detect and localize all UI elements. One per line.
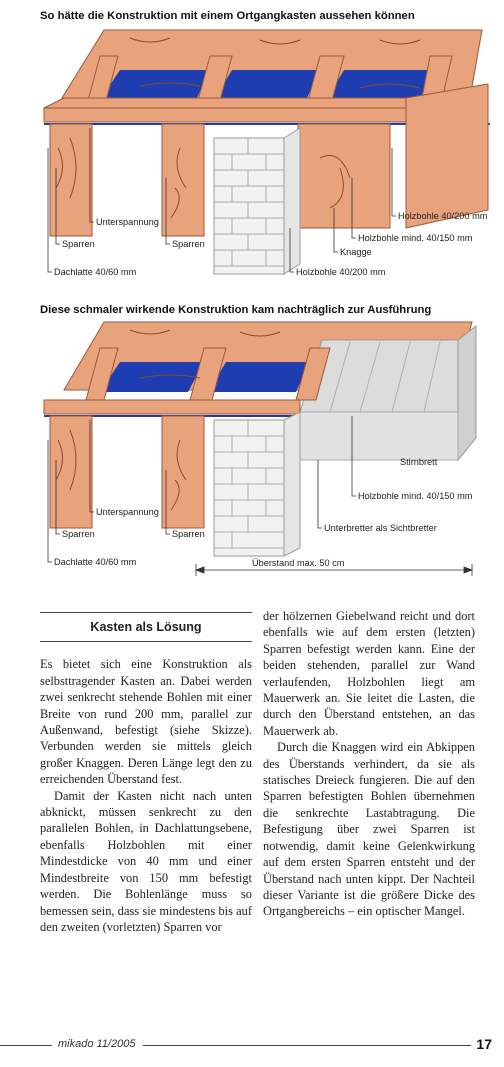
page-number: 17	[476, 1036, 492, 1052]
box-title: Kasten als Lösung	[40, 612, 252, 642]
footer-rule	[0, 1045, 52, 1046]
label-unterspannung: Unterspannung	[96, 217, 159, 227]
label-ueberstand: Überstand max. 50 cm	[252, 558, 345, 568]
footer-rule	[143, 1045, 471, 1046]
rafter-end	[162, 416, 204, 528]
article-column-right	[263, 608, 475, 920]
label-sparren-left: Sparren	[62, 239, 95, 249]
label-holzbohle-bottom: Holzbohle 40/200 mm	[296, 267, 386, 277]
fascia-box	[406, 84, 488, 228]
page-footer	[0, 1036, 504, 1054]
magazine-issue: mikado 11/2005	[58, 1038, 136, 1050]
label-stirnbrett: Stirnbrett	[400, 457, 438, 467]
membrane-panel	[214, 70, 320, 100]
brick-wall	[214, 412, 300, 556]
label-holzbohle-mind: Holzbohle mind. 40/150 mm	[358, 491, 473, 501]
label-knagge: Knagge	[340, 247, 372, 257]
rafter-end	[162, 124, 204, 236]
figure2-drawing	[0, 320, 504, 578]
batten	[44, 400, 300, 414]
label-sparren-mid: Sparren	[172, 239, 205, 249]
stirnbrett	[458, 326, 476, 460]
paragraph: der hölzernen Giebelwand reicht und dort ebenfalls wie auf dem ersten (letzten) Sparren befestigt werden kann. Eine der beiden stehenden, parallel zur Wand verlaufenden, Holzbohlen liegt am Mauerwerk an. Sie leitet die Lasten, die durch den Überstand entstehen, an das Mauerwerk ab.	[263, 609, 475, 738]
batten	[44, 108, 406, 122]
paragraph: Durch die Knaggen wird ein Abkippen des Überstands verhindert, da sie als statisches Dreieck fungieren. Die auf den Sparren befestigten Bohlen übernehmen die senkrechte Lastabtragung. Die Befestigung über zwei Sparren ist notwendig, damit keine Gelenkwirkung auf dem ersten Sparren entsteht und der Überstand nach unten kippt. Der Nachteil dieser Variante ist die größere Dicke des Ortgangbereichs – ein optischer Mangel.	[263, 740, 475, 919]
figure1-drawing	[0, 28, 504, 286]
paragraph: Damit der Kasten nicht nach unten abknickt, müssen senkrecht zu den parallelen Bohlen, in Dachlattungsebene, ebenfalls Holzbohlen mit einer Mindestdicke von 40 mm und einer Mindestbreite von 150 mm befestigt werden. Die Bohlenlänge muss so bemessen sein, dass sie mindestens bis auf den zweiten (vorletzten) Sparren vor	[40, 788, 252, 934]
label-unterbretter: Unterbretter als Sichtbretter	[324, 523, 437, 533]
article-column-left	[40, 612, 252, 935]
brick-wall	[214, 128, 300, 274]
label-sparren-left: Sparren	[62, 529, 95, 539]
label-holzbohle-mind: Holzbohle mind. 40/150 mm	[358, 233, 473, 243]
rafter-end	[298, 124, 390, 228]
paragraph: Es bietet sich eine Konstruktion als selbsttragender Kasten an. Dabei werden zwei senkrecht stehende Bohlen mit einer Breite von rund 200 mm, parallel zur Außenwand, befestigt (siehe Skizze). Verbunden werden sie mittels gleich großer Knaggen. Deren Länge legt den zu erreichenden Überstand fest.	[40, 657, 252, 787]
figure2-caption: Diese schmaler wirkende Konstruktion kam nachträglich zur Ausführung	[40, 304, 432, 316]
label-sparren-mid: Sparren	[172, 529, 205, 539]
label-dachlatte: Dachlatte 40/60 mm	[54, 267, 137, 277]
figure1-caption: So hätte die Konstruktion mit einem Ortgangkasten aussehen können	[40, 10, 415, 22]
label-unterspannung: Unterspannung	[96, 507, 159, 517]
label-dachlatte: Dachlatte 40/60 mm	[54, 557, 137, 567]
label-holzbohle-top: Holzbohle 40/200 mm	[398, 211, 488, 221]
membrane-panel	[208, 362, 310, 392]
